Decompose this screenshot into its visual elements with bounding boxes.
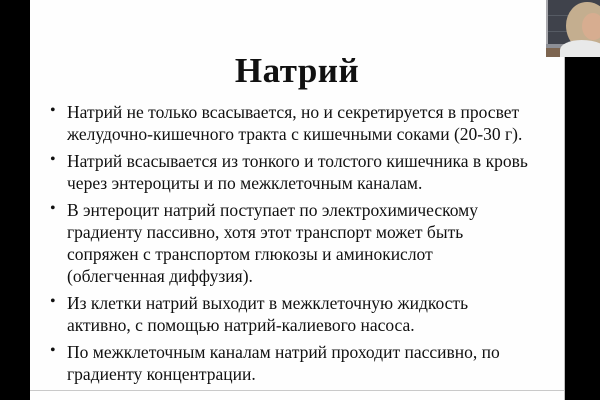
letterbox-right xyxy=(565,0,600,400)
bullet-text-line: через энтероциты и по межклеточным каналам. xyxy=(67,173,423,193)
presenter-shirt xyxy=(560,40,600,57)
bullet-item xyxy=(48,341,548,385)
bullet-marker: • xyxy=(50,342,56,359)
slide-title: Натрий xyxy=(234,51,360,90)
bullet-text-line: Натрий не только всасывается, но и секретируется в просвет xyxy=(67,102,520,122)
bullet-item xyxy=(48,292,548,336)
bullet-text-line: градиенту пассивно, хотя этот транспорт может быть xyxy=(67,222,464,242)
bullet-item xyxy=(48,199,548,287)
bullet-marker: • xyxy=(50,151,56,168)
bullet-text-line: желудочно-кишечного тракта с кишечными соками (20-30 г). xyxy=(67,124,523,144)
presenter-video-thumbnail[interactable] xyxy=(546,0,600,57)
bullet-list xyxy=(30,101,564,385)
bullet-item xyxy=(48,101,548,145)
presenter-face xyxy=(582,13,600,40)
slide-bottom-edge xyxy=(30,390,564,391)
bullet-text-line: В энтероцит натрий поступает по электрохимическому xyxy=(67,200,478,220)
letterbox-left xyxy=(0,0,30,400)
bullet-text-line: По межклеточным каналам натрий проходит пассивно, по xyxy=(67,342,500,362)
bullet-text-line: Натрий всасывается из тонкого и толстого кишечника в кровь xyxy=(67,151,528,171)
bullet-marker: • xyxy=(50,293,56,310)
bullet-text-line: градиенту концентрации. xyxy=(67,364,256,384)
bullet-text-line: Из клетки натрий выходит в межклеточную жидкость xyxy=(67,293,469,313)
bullet-marker: • xyxy=(50,102,56,119)
bullet-marker: • xyxy=(50,200,56,217)
bullet-text-line: сопряжен с транспортом глюкозы и аминокислот xyxy=(67,244,433,264)
bullet-text-line: активно, с помощью натрий-калиевого насоса. xyxy=(67,315,415,335)
bullet-text-line: (облегченная диффузия). xyxy=(67,266,253,286)
bullet-item xyxy=(48,150,548,194)
presentation-slide xyxy=(30,0,565,400)
